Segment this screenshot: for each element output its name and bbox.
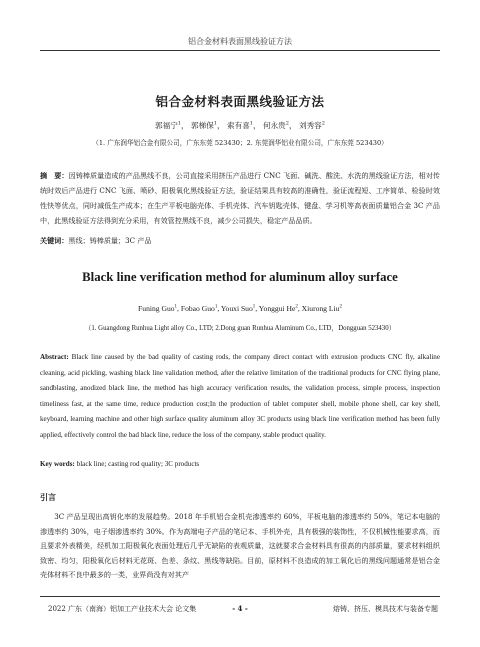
abstract-text: Black line caused by the bad quality of casting rods, the company direct contact with extrusion products CNC fly, alkaline cleaning, acid pickling, washing black line validation method, after the relative limitation of the traditional products for CNC flying plane, sandblasting, anodized black line, the method has high accuracy verification results, the validation process, simple process, inspection timeliness fast, at the same time, reduce production cost;In the production of tablet computer shell, mobile phone shell, car key shell, keyboard, learning machine and other high surface quality aluminum alloy 3C products using black line verification method has been fully applied, effectively control the bad black line, reduce the loss of the company, stable product quality. — [40, 353, 440, 439]
author: Yonggui He — [258, 304, 296, 313]
section-heading: 引言 — [40, 493, 56, 502]
english-abstract — [40, 350, 440, 443]
keywords-text: 黑线；铸棒质量；3C 产品 — [68, 236, 152, 245]
keywords-label: Key words: — [40, 460, 75, 468]
keywords-label: 关键词： — [40, 236, 69, 245]
chinese-affiliation: （1. 广东润华铝合金有限公司，广东东莞 523430；2. 东莞润华铝业有限公司，广东东莞 523430） — [92, 139, 388, 147]
abstract-text: 因铸棒质量造成的产品黑线不良，公司直接采用挤压产品进行 CNC 飞面、碱洗、酸洗、水洗的黑线验证方法，相对传统时效后产品进行 CNC 飞面、喷砂、阳极氧化黑线验证方法，验证结果具有较高的准确性，验证流程短、工序简单、检验时效性快等优点，同时减低生产成本；在生产平板电脑壳体、手机壳体、汽车钥匙壳体、键盘、学习机等高表面质量铝合金 3C 产品中，此黑线验证方法得到充分采用，有效管控黑线不良，减少公司损失，稳定产品品质。 — [40, 171, 440, 225]
section-body: 3C 产品呈现出高钥化率的发展趋势。2018 年手机铝合金机壳渗透率约 60%，平板电脑的渗透率约 50%，笔记本电脑的渗透率约 30%，电子烟渗透率约 30%。作为高端电子产品的笔记本、手机外壳，具有极强的装饰性，不仅机械性能要求高，而且要求外表精美，经机加工阳极氧化表面处理后几乎无缺陷的表观质量，这就要求合金材料具有很高的内部质量，要求材料组织致密、均匀，阳极氧化后材料无花斑、色差、条纹、黑线等缺陷。目前，原材料不良造成的加工氧化后的黑线问题通常是铝合金壳体材料不良中最多的一类，业界尚没有对其产 — [40, 512, 440, 580]
abstract-label: Abstract: — [40, 353, 69, 361]
abstract-label: 摘 要： — [40, 171, 69, 180]
author: 郭福宁 — [155, 121, 178, 130]
author: Funing Guo — [138, 304, 175, 313]
page-number: - 4 - — [232, 604, 248, 613]
english-keywords — [40, 460, 440, 468]
footer-rule — [40, 596, 440, 597]
author: 刘秀容 — [298, 121, 322, 130]
running-header: 铝合金材料表面黑线验证方法 — [188, 37, 292, 46]
header-rule — [40, 50, 440, 51]
footer-proceedings: 2022 广东（南海）铝加工产业技术大会 论文集 — [48, 605, 197, 613]
english-affiliation: （1. Guangdong Runhua Light alloy Co., LTD; 2.Dong guan Runhua Aluminum Co., LTD，Dongguan 523430） — [84, 325, 396, 332]
chinese-authors: 郭福宁$^1$， 郭梯保$^1$， 索有喜$^1$， 何永贵$^2$， 刘秀容$^2$ — [155, 120, 325, 130]
chinese-title: 铝合金材料表面黑线验证方法 — [155, 94, 325, 109]
author: 索有喜 — [227, 121, 250, 130]
chinese-abstract — [40, 168, 440, 228]
author: 何永贵 — [263, 121, 286, 130]
footer-topic: 熔铸、挤压、模具技术与装备专题 — [333, 605, 438, 613]
keywords-text: black line; casting rod quality; 3C products — [76, 460, 200, 468]
author: Youxi Suo — [220, 304, 253, 313]
author: Xiurong Liu — [301, 304, 340, 313]
author: 郭梯保 — [191, 121, 214, 130]
english-authors: Funing Guo$^1$, Fobao Guo$^1$, Youxi Suo$^1$, Yonggui He$^2$, Xiurong Liu$^2$ — [138, 304, 342, 313]
author: Fobao Guo — [180, 304, 215, 313]
english-title: Black line verification method for aluminum alloy surface — [82, 270, 398, 284]
chinese-keywords — [40, 236, 440, 246]
